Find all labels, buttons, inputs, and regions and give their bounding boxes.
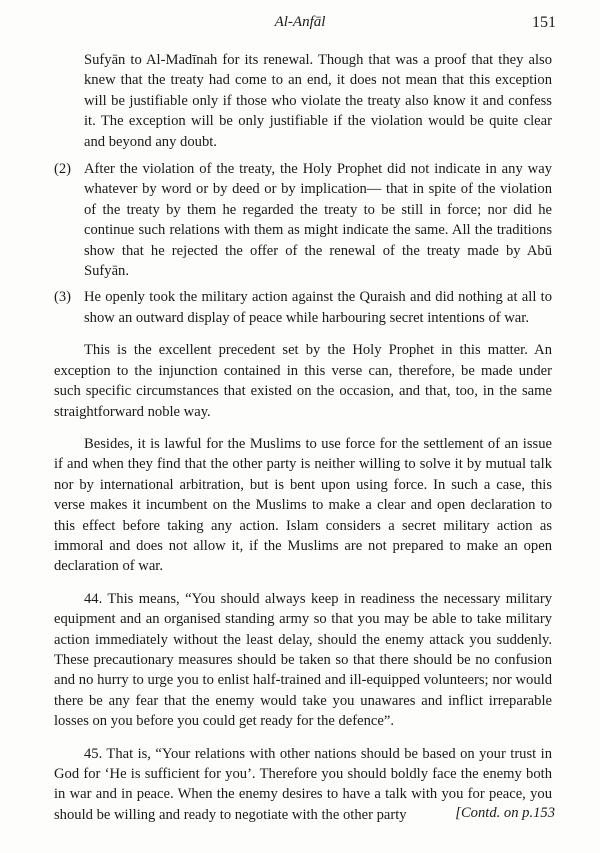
numbered-point-label: (2) [54,161,72,178]
paragraph-precedent: This is the excellent precedent set by the Holy Prophet in this matter. An exception to the injunction contained in this verse can, therefore, be made under such specific circumstances that existed on the occasion, and that, too, in the same straightforward noble way. [54,342,552,420]
note-44: 44. This means, “You should always keep in readiness the necessary military equipment and an organised standing army so that you may be able to take military action immediately without the least delay, should the enemy attack you suddenly. These precautionary measures should be taken so that there should be no confusion and no hurry to urge you to enlist half-trained and ill-equipped volunteers; nor would there be any fear that the enemy would take you unawares and inflict irreparable losses on you before you could get ready for the defence”. [54,590,552,730]
body-text [54,50,552,825]
continuation-paragraph: Sufyān to Al-Madīnah for its renewal. Though that was a proof that they also knew that the treaty had come to an end, it does not mean that this exception will be justifiable only if those who violate the treaty also know it and confess it. The exception will be only justifiable if the violation would be quite clear and beyond any doubt. [84,52,552,150]
numbered-point [54,159,552,281]
numbered-point-text: He openly took the military action against the Quraish and did nothing at all to show an outward display of peace while harbouring secret intentions of war. [84,289,552,326]
numbered-point-label: (3) [54,289,72,306]
running-header-title: Al-Anfāl [274,14,326,30]
continued-on-note: [Contd. on p.153 [455,805,555,821]
note-45: 45. That is, “Your relations with other nations should be based on your trust in God for ‘He is sufficient for you’. Therefore you should boldly face the enemy both in war and in peace. When the enemy desires to have a talk with you for peace, you should be willing and ready to negotiate with the other party [54,745,552,823]
paragraph-lawful-force: Besides, it is lawful for the Muslims to use force for the settlement of an issue if and when they find that the other party is neither willing to solve it by mutual talk nor by international arbitration, but is bent upon using force. In such a case, this verse makes it incumbent on the Muslims to make a clear and open declaration to this effect before taking any action. Islam considers a secret military action as immoral and does not allow it, if the Muslims are not prepared to make an open declaration of war. [54,435,552,575]
numbered-point-text: After the violation of the treaty, the Holy Prophet did not indicate in any way whatever by word or by deed or by implication— that in spite of the violation of the treaty by them he regarded the treaty to be still in force; nor did he continue such relations with them as might indicate the same. All the traditions show that he rejected the offer of the renewal of the treaty made by Abū Sufyān. [84,161,552,280]
page-number: 151 [532,14,556,31]
numbered-point [54,287,552,328]
